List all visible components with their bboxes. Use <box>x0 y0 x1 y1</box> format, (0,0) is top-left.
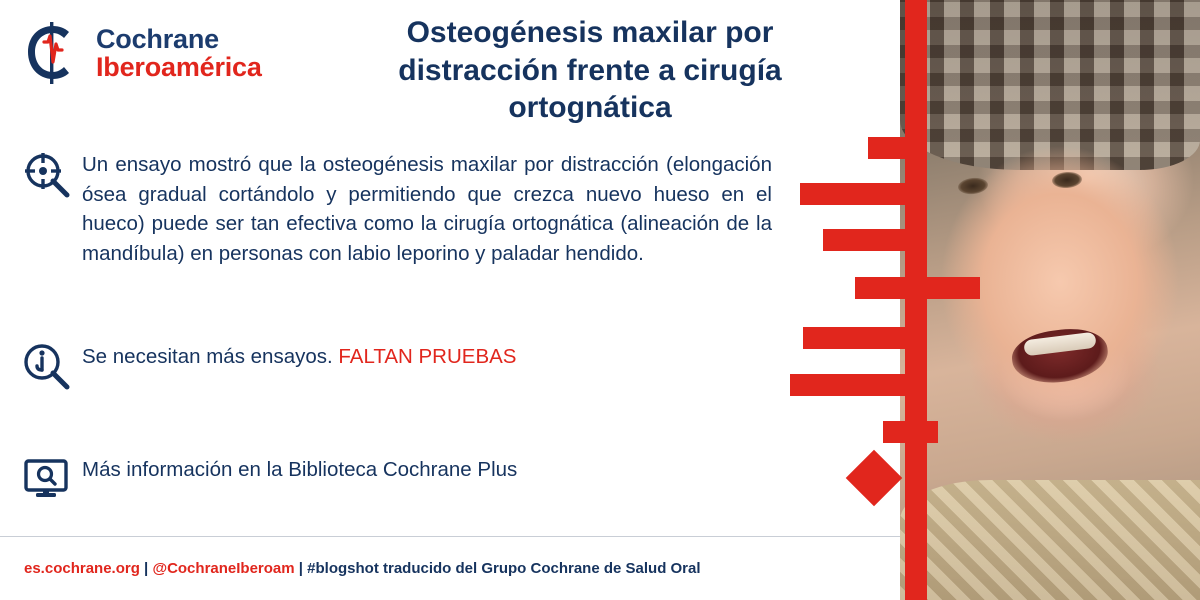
red-vertical-bar <box>905 0 927 600</box>
evidence-text-main: Se necesitan más ensayos. <box>82 345 339 368</box>
footer <box>24 560 701 577</box>
footer-note: #blogshot traducido del Grupo Cochrane de Salud Oral <box>307 560 701 577</box>
cochrane-logo-mark <box>24 22 82 84</box>
evidence-text <box>82 342 516 372</box>
target-magnifier-icon <box>22 150 82 198</box>
finding-text: Un ensayo mostró que la osteogénesis maxilar por distracción (elongación ósea gradual cortándolo y permitiendo que crezca nuevo hueso en el hueco) puede ser tan efectiva como la cirugía ortognática (alineación de la mandíbula) en personas con labio leporino y paladar hendido. <box>82 153 772 266</box>
cochrane-logo <box>24 22 262 84</box>
more-info-row <box>22 455 782 503</box>
photo-scarf <box>900 480 1200 600</box>
footer-website[interactable]: es.cochrane.org <box>24 560 140 577</box>
footer-divider <box>0 536 900 537</box>
photo-face <box>910 120 1200 480</box>
information-magnifier-icon <box>22 342 82 390</box>
evidence-highlight: FALTAN PRUEBAS <box>338 345 517 368</box>
more-info-text: Más información en la Biblioteca Cochrane Plus <box>82 458 518 481</box>
logo-line-iberoamerica: Iberoamérica <box>96 52 262 82</box>
evidence-row <box>22 342 782 390</box>
finding-row <box>22 150 832 269</box>
footer-separator-1: | <box>139 560 153 577</box>
red-bar-3 <box>823 229 906 251</box>
footer-handle[interactable]: @CochraneIberoam <box>152 560 295 577</box>
red-diamond <box>846 450 903 507</box>
cochrane-logo-text <box>96 25 262 82</box>
computer-search-icon <box>22 455 82 503</box>
red-bar-5 <box>803 327 906 349</box>
red-bar-6 <box>790 374 906 396</box>
red-bar-7 <box>883 421 938 443</box>
logo-line-cochrane: Cochrane <box>96 23 219 54</box>
footer-separator-2: | <box>294 560 308 577</box>
baby-photo <box>900 0 1200 600</box>
page-title: Osteogénesis maxilar por distracción frente a cirugía ortognática <box>398 16 782 124</box>
red-bar-4 <box>855 277 980 299</box>
red-bar-1 <box>868 137 906 159</box>
